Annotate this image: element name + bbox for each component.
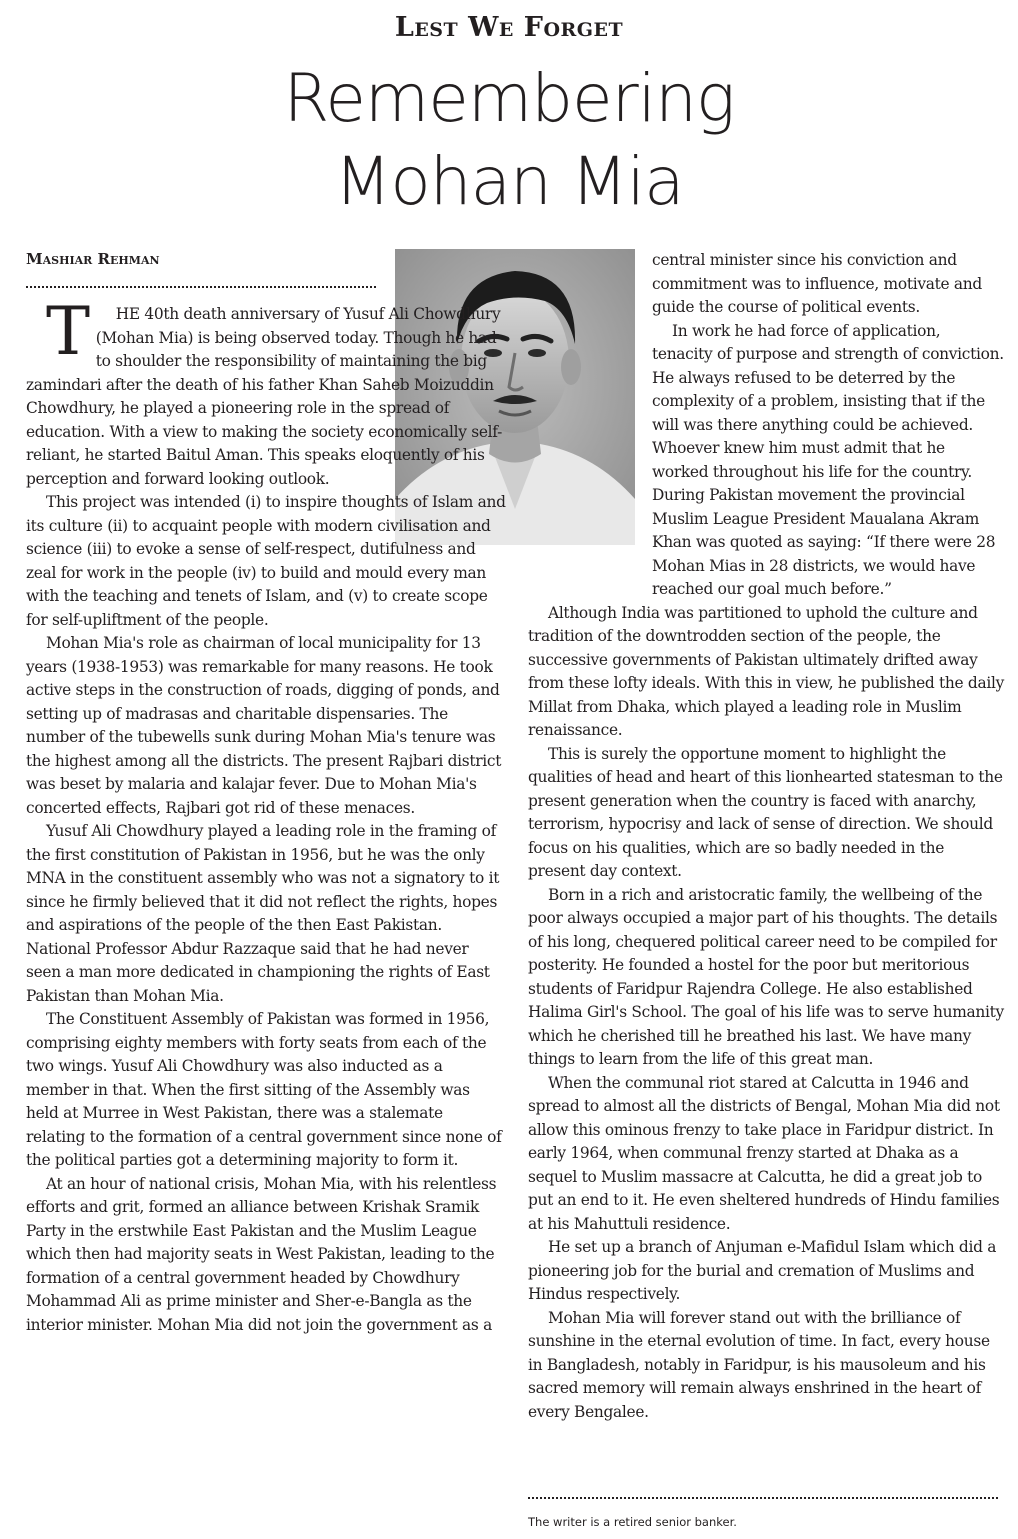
headline: [0, 58, 1018, 223]
byline-divider: [26, 286, 376, 288]
headline-line-1: Remembering: [283, 60, 735, 137]
paragraph: Yusuf Ali Chowdhury played a leading role in the framing of the first constitution of Pakistan in 1956, but he was the only MNA in the constituent assembly who was not a signatory to it since he firmly believed that it did not reflect the rights, hopes and aspirations of the people of the then East Pakistan. National Professor Abdur Razzaque said that he had never seen a man more dedicated in championing the rights of East Pakistan than Mohan Mia.: [26, 822, 500, 1005]
paragraph: Born in a rich and aristocratic family, the wellbeing of the poor always occupied a major part of his thoughts. The details of his long, chequered political career need to be compiled for posterity. He founded a hostel for the poor but meritorious students of Faridpur Rajendra College. He also established Halima Girl's School. The goal of his life was to serve humanity which he cherished till he breathed his last. We have many things to learn from the life of this great man.: [528, 885, 1004, 1068]
intro-text: HE 40th death anniversary of Yusuf Ali Chowdhury (Mohan Mia) is being observed today. Though he had to shoulder the responsibility of maintaining the big zamindari after the death of his father Khan Saheb Moizuddin Chowdhury, he played a pioneering role in the spread of education. With a view to making the society economically self-reliant, he started Baitul Aman. This speaks eloquently of his perception and forward looking outlook.: [26, 305, 503, 488]
dropcap: T: [46, 293, 90, 370]
paragraph: Although India was partitioned to uphold the culture and tradition of the downtrodden section of the people, the successive governments of Pakistan ultimately drifted away from these lofty ideals. With this in view, he published the daily Millat from Dhaka, which played a leading role in Muslim renaissance.: [528, 603, 1004, 739]
article-column-left: [26, 293, 506, 1337]
footer-divider: [528, 1497, 998, 1499]
paragraph: When the communal riot stared at Calcutta in 1946 and spread to almost all the districts of Bengal, Mohan Mia did not allow this ominous frenzy to take place in Faridpur district. In early 1964, when communal frenzy started at Dhaka as a sequel to Muslim massacre at Calcutta, he did a great job to put an end to it. He even sheltered hundreds of Hindu families at his Mahuttuli residence.: [528, 1073, 1000, 1233]
paragraph: The Constituent Assembly of Pakistan was formed in 1956, comprising eighty members with forty seats from each of the two wings. Yusuf Ali Chowdhury was also inducted as a member in that. When the first sitting of the Assembly was held at Murree in West Pakistan, there was a stalemate relating to the formation of a central government since none of the political parties got a determining majority to form it.: [26, 1010, 502, 1169]
paragraph: In work he had force of application, tenacity of purpose and strength of conviction. He always refused to be deterred by the complexity of a problem, insisting that if the will was there anything could be achieved. Whoever knew him must admit that he worked throughout his life for the country. During Pakistan movement the provincial Muslim League President Maualana Akram Khan was quoted as saying: “If there were 28 Mohan Mias in 28 districts, we would have reached our goal much before.”: [652, 321, 1004, 598]
paragraph-continued: central minister since his conviction and commitment was to influence, motivate and guide the course of political events.: [652, 251, 982, 316]
paragraph: This project was intended (i) to inspire thoughts of Islam and its culture (ii) to acquaint people with modern civilisation and science (iii) to evoke a sense of self-respect, dutifulness and zeal for work in the people (iv) to build and mould every man with the teaching and tenets of Islam, and (v) to create scope for self-upliftment of the people.: [26, 493, 506, 629]
headline-line-2: Mohan Mia: [334, 142, 684, 220]
paragraph: He set up a branch of Anjuman e-Mafidul Islam which did a pioneering job for the burial and cremation of Muslims and Hindus respectively.: [528, 1238, 997, 1303]
section-label: Lest We Forget: [394, 12, 624, 43]
paragraph: Mohan Mia's role as chairman of local municipality for 13 years (1938-1953) was remarkable for many reasons. He took active steps in the construction of roads, digging of ponds, and setting up of madrasas and charitable dispensaries. The number of the tubewells sunk during Mohan Mia's tenure was the highest among all the districts. The present Rajbari district was beset by malaria and kalajar fever. Due to Mohan Mia's concerted effects, Rajbari got rid of these menaces.: [26, 634, 502, 817]
paragraph: Mohan Mia will forever stand out with the brilliance of sunshine in the eternal evolution of time. In fact, every house in Bangladesh, notably in Faridpur, is his mausoleum and his sacred memory will remain always enshrined in the heart of every Bengalee.: [528, 1308, 990, 1421]
article-column-right: [528, 249, 1004, 1424]
paragraph: At an hour of national crisis, Mohan Mia, with his relentless efforts and grit, formed an alliance between Krishak Sramik Party in the erstwhile East Pakistan and the Muslim League which then had majority seats in West Pakistan, leading to the formation of a central government headed by Chowdhury Mohammad Ali as prime minister and Sher-e-Bangla as the interior minister. Mohan Mia did not join the government as a: [26, 1174, 497, 1334]
author-note: The writer is a retired senior banker.: [528, 1515, 737, 1529]
paragraph: This is surely the opportune moment to highlight the qualities of head and heart of this lionhearted statesman to the present generation when the country is faced with anarchy, terrorism, hypocrisy and lack of sense of direction. We should focus on his qualities, which are so badly needed in the present day context.: [528, 744, 1003, 880]
intro-paragraph: [26, 293, 506, 491]
byline: Mashiar Rehman: [26, 250, 160, 268]
